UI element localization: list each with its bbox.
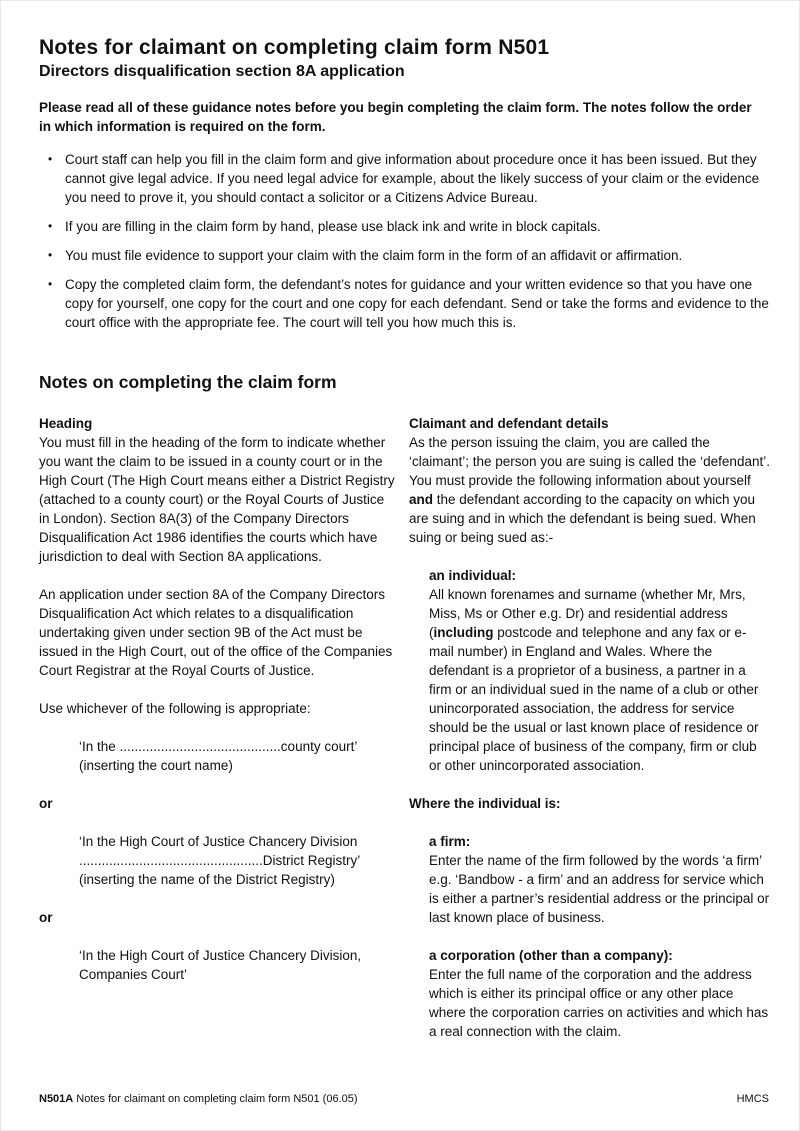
firm-note: [429, 832, 771, 927]
firm-body: Enter the name of the firm followed by the words ‘a firm’ e.g. ‘Bandbow - a firm’ and an address for service which is either a partner’s residential address or the principal or last known place of business.: [429, 853, 770, 926]
court-option-district-registry: [79, 832, 396, 889]
intro-note: Please read all of these guidance notes before you begin completing the claim form. The notes follow the order in which information is required on the form.: [39, 100, 752, 135]
page-footer: [39, 1093, 769, 1105]
right-column: [409, 414, 771, 1060]
guidance-bullet-list: [39, 150, 769, 332]
footer-org-label: HMCS: [736, 1093, 769, 1105]
or-separator-2: or: [39, 910, 53, 926]
court-option-companies-court: [79, 946, 396, 984]
or-separator-1: or: [39, 796, 53, 812]
form-description: Notes for claimant on completing claim form N501 (06.05): [73, 1093, 358, 1105]
page-subtitle: Directors disqualification section 8A application: [39, 63, 405, 81]
paragraph-text: postcode and telephone and any fax or e-mail number) in England and Wales. Where the defendant is a proprietor of a business, a partner in a firm or an individual sued in the name of a club or other unincorporated association, the address for service should be the usual or last known place of residence or principal place of business of the company, firm or club or other unincorporated association.: [429, 625, 759, 774]
court-option-line: ‘In the High Court of Justice Chancery Division: [79, 834, 358, 850]
bullet-icon: •: [48, 248, 53, 263]
form-code: N501A: [39, 1093, 74, 1105]
list-item: [39, 246, 769, 265]
left-column: [39, 414, 396, 1060]
bullet-text: Court staff can help you fill in the claim form and give information about procedure once it has been issued. But they cannot give legal advice. If you need legal advice for example, about the likely success of your claim or the evidence you need to prove it, you should contact a solicitor or a Citizens Advice Bureau.: [65, 152, 760, 206]
corporation-note: [429, 946, 771, 1041]
bullet-icon: •: [48, 219, 53, 234]
paragraph-text: All known forenames and surname (whether Mr, Mrs, Miss, Ms or Other e.g. Dr) and residential address (: [429, 587, 746, 641]
bullet-icon: •: [48, 277, 53, 292]
footer-form-reference: [39, 1093, 358, 1105]
list-item: [39, 217, 769, 236]
individual-note: [429, 566, 771, 775]
court-option-county: [79, 737, 396, 775]
claimant-details-heading: Claimant and defendant details: [409, 416, 609, 432]
corporation-label: a corporation (other than a company):: [429, 948, 673, 964]
heading-label: Heading: [39, 416, 93, 432]
two-column-body: [39, 414, 769, 1060]
claimant-details-paragraph: [409, 433, 771, 547]
court-option-hint: (inserting the name of the District Registry): [79, 872, 335, 888]
list-item: [39, 275, 769, 332]
paragraph-text: the defendant according to the capacity on which you are suing and in which the defendant is being sued. When suing or being sued as:-: [409, 492, 756, 546]
court-option-hint: (inserting the court name): [79, 758, 233, 774]
heading-paragraph-3: Use whichever of the following is appropriate:: [39, 701, 311, 717]
court-option-line: Companies Court’: [79, 967, 188, 983]
individual-body: [429, 585, 771, 775]
court-option-line: .................................................District Registry’: [79, 853, 361, 869]
heading-paragraph-2: An application under section 8A of the Company Directors Disqualification Act which relates to a disqualification undertaking given under section 9B of the Act must be issued in the High Court, out of the office of the Companies Court Registrar at the Royal Courts of Justice.: [39, 587, 393, 679]
bullet-icon: •: [48, 152, 53, 167]
page: [1, 1, 799, 1130]
bullet-text: You must file evidence to support your claim with the claim form in the form of an affidavit or affirmation.: [65, 248, 683, 264]
corporation-body: Enter the full name of the corporation and the address which is either its principal office or any other place where the corporation carries on activities and which has a real connection with the claim.: [429, 967, 769, 1040]
paragraph-bold-text: and: [409, 492, 434, 508]
firm-label: a firm:: [429, 834, 471, 850]
page-title: Notes for claimant on completing claim form N501: [39, 36, 550, 59]
court-option-line: ‘In the ...........................................county court’: [79, 739, 358, 755]
section-heading: Notes on completing the claim form: [39, 372, 337, 393]
where-individual-heading: Where the individual is:: [409, 796, 561, 812]
list-item: [39, 150, 769, 207]
individual-label: an individual:: [429, 568, 517, 584]
paragraph-text: As the person issuing the claim, you are called the ‘claimant’; the person you are suing is called the ‘defendant’. You must provide the following information about yourself: [409, 435, 770, 489]
paragraph-bold-text: including: [433, 625, 494, 641]
court-option-line: ‘In the High Court of Justice Chancery Division,: [79, 948, 362, 964]
column-gutter: [396, 414, 409, 1060]
bullet-text: If you are filling in the claim form by hand, please use black ink and write in block capitals.: [65, 219, 601, 235]
bullet-text: Copy the completed claim form, the defendant’s notes for guidance and your written evidence so that you have one copy for yourself, one copy for the court and one copy for each defendant. Send or take the forms and evidence to the court office with the appropriate fee. The court will tell you how much this is.: [65, 277, 769, 331]
heading-paragraph-1: You must fill in the heading of the form to indicate whether you want the claim to be issued in a county court or in the High Court (The High Court means either a District Registry (attached to a county court) or the Royal Courts of Justice in London). Section 8A(3) of the Company Directors Disqualification Act 1986 identifies the courts which have jurisdiction to deal with Section 8A applications.: [39, 435, 395, 565]
